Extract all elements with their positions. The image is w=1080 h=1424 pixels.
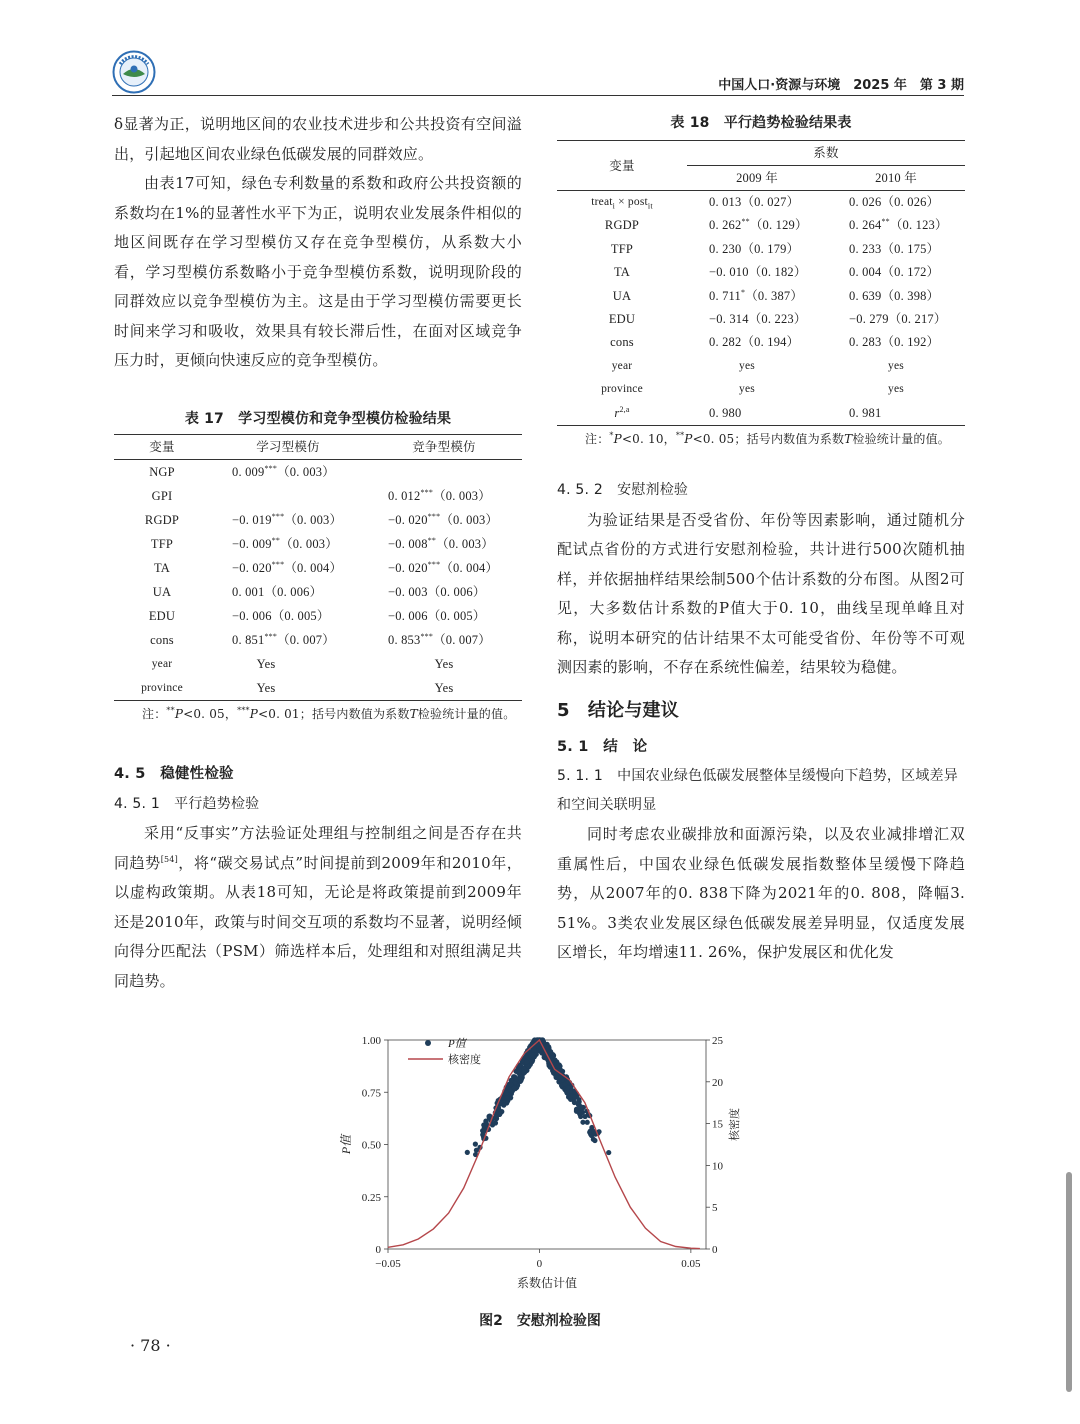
- y2-tick-label: 10: [712, 1160, 723, 1173]
- column-header: 2010 年: [875, 171, 917, 185]
- section-heading: 5 结论与建议: [557, 699, 679, 721]
- scatter-point: [493, 1120, 498, 1125]
- table-row: [114, 460, 522, 485]
- section-4-5-2: [557, 476, 965, 968]
- scatter-point: [530, 1052, 535, 1057]
- section-heading: 5. 1 结 论: [557, 738, 648, 755]
- scatter-point: [519, 1077, 524, 1082]
- table-cell-value: −0. 314（0. 223）: [709, 312, 807, 327]
- table-cell-variable: TA: [613, 265, 631, 280]
- subsection-heading: 4. 5. 1 平行趋势检验: [114, 795, 260, 812]
- table-row: [557, 378, 965, 401]
- scatter-point: [564, 1090, 569, 1095]
- y-tick-label: 0.25: [361, 1191, 381, 1204]
- table-cell-value: yes: [739, 359, 755, 372]
- legend-label-density: 核密度: [448, 1054, 481, 1066]
- table-18-block: [557, 112, 965, 448]
- left-column: [114, 110, 522, 376]
- table-cell-value: −0. 020***（0. 004）: [232, 559, 343, 575]
- density-line: [388, 1040, 700, 1249]
- table-cell-variable: province: [601, 383, 643, 396]
- y2-tick-label: 0: [712, 1244, 718, 1256]
- journal-logo: [112, 50, 156, 94]
- table-row: [114, 580, 522, 604]
- table-row: [557, 191, 965, 215]
- table-row: [114, 604, 522, 628]
- table-cell-value: Yes: [256, 657, 276, 671]
- table-cell-value: −0. 006（0. 005）: [232, 609, 330, 623]
- scatter-point: [512, 1086, 517, 1091]
- table-row: [557, 355, 965, 378]
- column-header: 2009 年: [736, 171, 778, 185]
- table-cell-value: 0. 233（0. 175）: [849, 241, 940, 256]
- table-cell-variable: NGP: [149, 465, 175, 479]
- table-cell-value: −0. 279（0. 217）: [849, 312, 947, 327]
- table-row: [557, 402, 965, 426]
- page-number: · 78 ·: [130, 1336, 171, 1355]
- scatter-point: [576, 1102, 581, 1107]
- table-cell-value: 0. 851***（0. 007）: [232, 631, 335, 647]
- y2-tick-label: 15: [712, 1118, 723, 1131]
- paragraph: 同时考虑农业碳排放和面源污染，以及农业减排增汇双重属性后，中国农业绿色低碳发展指数整体呈缓慢下降趋势，从2007年的0. 838下降为2021年的0. 808，降幅3. 51%。3类农业发展区绿色低碳发展差异明显，仅适度发展区增长，年均增速11. 26%，保护发展区和优化发: [557, 825, 965, 961]
- paragraph: 为验证结果是否受省份、年份等因素影响，通过随机分配试点省份的方式进行安慰剂检验，共计进行500次随机抽样，并依据抽样结果绘制500个估计系数的分布图。从图2可见，大多数估计系数的P值大于0. 10，曲线呈现单峰且对称，说明本研究的估计结果不太可能受省份、年份等不可观测因素的影响，不存在系统性偏差，结果较为稳健。: [557, 510, 965, 676]
- table-cell-value: 0. 013（0. 027）: [709, 195, 800, 209]
- table-cell-value: −0. 020***（0. 003）: [388, 511, 499, 527]
- table-cell-variable: cons: [150, 633, 174, 647]
- table-row: [557, 308, 965, 331]
- paragraph: 由表17可知，绿色专利数量的系数和政府公共投资额的系数均在1%的显著性水平下为正，说明农业发展条件相似的地区间既存在学习型模仿又存在竞争型模仿，从系数大小看，学习型模仿系数略小于竞争型模仿系数，说明现阶段的同群效应以竞争型模仿为主。这是由于学习型模仿需要更长时间来学习和吸收，效果具有较长滞后性，在面对区域竞争压力时，更倾向快速反应的竞争型模仿。: [114, 174, 522, 369]
- table-cell-variable: UA: [612, 288, 632, 303]
- scatter-point: [585, 1120, 590, 1125]
- table-cell-value: yes: [739, 383, 755, 396]
- table-18: [557, 140, 965, 426]
- scatter-point: [465, 1150, 470, 1155]
- table-cell-value: 0. 711*（0. 387）: [709, 287, 804, 303]
- paragraph: δ显著为正，说明地区间的农业技术进步和公共投资有空间溢出，引起地区间农业绿色低碳发展的同群效应。: [114, 115, 522, 163]
- table-17-block: [114, 408, 522, 723]
- column-header: 变量: [149, 440, 175, 454]
- y2-tick-label: 25: [712, 1035, 723, 1047]
- scatter-point: [532, 1047, 537, 1052]
- table-cell-value: −0. 009**（0. 003）: [232, 535, 338, 551]
- scatter-point: [606, 1150, 611, 1155]
- table-cell-variable: province: [141, 682, 183, 694]
- table-row: [114, 652, 522, 676]
- header-rule: [112, 95, 964, 96]
- scatter-point: [509, 1078, 514, 1083]
- table-cell-value: 0. 012***（0. 003）: [388, 487, 491, 503]
- table-cell-value: −0. 020***（0. 004）: [388, 559, 499, 575]
- journal-header: 中国人口·资源与环境 2025 年 第 3 期: [718, 78, 964, 93]
- y2-axis-label: 核密度: [729, 1108, 741, 1141]
- table-cell-variable: UA: [152, 585, 172, 599]
- table-cell-value: −0. 019***（0. 003）: [232, 511, 343, 527]
- table-cell-variable: GPI: [151, 489, 173, 503]
- table-row: [557, 214, 965, 237]
- legend-marker-pvalue: [425, 1040, 431, 1046]
- scatter-point: [521, 1070, 526, 1075]
- x-tick-label: −0.05: [375, 1258, 401, 1270]
- table-cell-value: 0. 639（0. 398）: [849, 288, 940, 303]
- table-cell-variable: year: [611, 359, 633, 372]
- table-row: [114, 676, 522, 701]
- table-cell-value: 0. 282（0. 194）: [709, 335, 800, 350]
- y-tick-label: 0: [375, 1244, 381, 1256]
- table-row: [557, 261, 965, 284]
- scatter-point: [473, 1142, 478, 1147]
- figure-caption: 图2 安慰剂检验图: [479, 1313, 601, 1329]
- table-cell-value: −0. 003（0. 006）: [388, 585, 486, 599]
- table-caption: 表 17 学习型模仿和竞争型模仿检验结果: [184, 411, 452, 427]
- table-cell-value: yes: [888, 383, 904, 396]
- subsection-heading: 4. 5. 2 安慰剂检验: [557, 482, 689, 498]
- y-tick-label: 0.50: [361, 1139, 381, 1152]
- table-cell-value: −0. 010（0. 182）: [709, 265, 807, 280]
- table-cell-value: Yes: [434, 657, 454, 671]
- scrollbar[interactable]: [1066, 1172, 1072, 1392]
- scatter-point: [582, 1114, 587, 1119]
- section-heading: 4. 5 稳健性检验: [114, 766, 234, 782]
- scatter-point: [504, 1096, 509, 1101]
- table-note: 注：*P<0. 10，**P<0. 05；括号内数值为系数T检验统计量的值。: [585, 431, 950, 447]
- table-cell-value: 0. 004（0. 172）: [849, 265, 940, 280]
- plot-frame: [388, 1040, 706, 1249]
- y-tick-label: 1.00: [361, 1035, 381, 1047]
- table-cell-value: −0. 008**（0. 003）: [388, 535, 494, 551]
- table-cell-variable: EDU: [148, 609, 176, 623]
- table-cell-value: 0. 230（0. 179）: [709, 241, 800, 256]
- table-cell-value: 0. 264**（0. 123）: [849, 217, 948, 233]
- table-cell-value: [210, 484, 366, 508]
- column-header: 变量: [609, 158, 635, 173]
- table-cell-value: 0. 009***（0. 003）: [232, 463, 335, 479]
- table-17: [114, 434, 522, 701]
- column-header: 学习型模仿: [256, 440, 320, 454]
- legend-label-pvalue: P值: [448, 1038, 466, 1050]
- table-row: [114, 556, 522, 580]
- table-cell-value: yes: [888, 359, 904, 372]
- column-header: 竞争型模仿: [412, 440, 476, 454]
- table-cell-value: 0. 283（0. 192）: [849, 335, 940, 350]
- table-cell-value: 0. 001（0. 006）: [232, 585, 323, 599]
- scatter-point: [524, 1060, 529, 1065]
- y-axis-label: P值: [339, 1134, 353, 1155]
- subsection-heading: 5. 1. 1 中国农业绿色低碳发展整体呈缓慢向下趋势，区域差异和空间关联明显: [557, 768, 958, 813]
- table-row: [557, 331, 965, 354]
- x-tick-label: 0: [536, 1258, 543, 1270]
- table-cell-variable: EDU: [608, 312, 636, 327]
- table-cell-variable: TA: [153, 561, 171, 575]
- table-cell-value: −0. 006（0. 005）: [388, 609, 486, 623]
- x-tick-label: 0.05: [681, 1258, 701, 1270]
- table-row: [557, 238, 965, 261]
- y-tick-label: 0.75: [361, 1087, 381, 1100]
- table-row: [114, 508, 522, 532]
- table-cell-value: 0. 853***（0. 007）: [388, 631, 491, 647]
- x-axis-label: 系数估计值: [516, 1276, 578, 1290]
- y2-tick-label: 5: [712, 1202, 718, 1215]
- table-header-row: [557, 141, 965, 166]
- table-cell-variable: treat$_i$ × post$_{it}$: [591, 196, 653, 211]
- section-4-5: [114, 760, 522, 996]
- scatter-point: [548, 1049, 553, 1054]
- y2-tick-label: 20: [712, 1076, 723, 1089]
- table-cell-value: Yes: [434, 681, 454, 695]
- table-note: 注：**P<0. 05，***P<0. 01；括号内数值为系数T检验统计量的值。: [142, 706, 516, 721]
- table-cell-value: [366, 460, 522, 485]
- table-cell-variable: TFP: [150, 537, 174, 551]
- table-row: [114, 484, 522, 508]
- table-cell-variable: cons: [610, 335, 634, 350]
- table-row: [557, 285, 965, 308]
- scatter-point: [504, 1090, 509, 1095]
- table-header-row: [114, 435, 522, 460]
- scatter-point: [516, 1070, 521, 1075]
- table-row: [114, 628, 522, 652]
- table-caption: 表 18 平行趋势检验结果表: [670, 115, 852, 131]
- table-cell-value: 0. 262**（0. 129）: [709, 217, 808, 233]
- paragraph: 采用“反事实”方法验证处理组与控制组之间是否存在共同趋势[54]，将“碳交易试点”时间提前到2009年和2010年，以虚构政策期。从表18可知，无论是将政策提前到2009年还是2010年，政策与时间交互项的系数均不显著，说明经倾向得分匹配法（PSM）筛选样本后，处理组和对照组满足共同趋势。: [114, 824, 522, 990]
- table-cell-value: Yes: [256, 681, 276, 695]
- table-row: [114, 532, 522, 556]
- table-cell-value: 0. 980: [709, 405, 742, 420]
- table-cell-variable: $r^{2,a}$: [614, 404, 630, 420]
- placebo-test-chart: [330, 1025, 760, 1305]
- table-cell-variable: RGDP: [144, 513, 180, 527]
- scatter-point: [578, 1110, 583, 1115]
- table-cell-variable: year: [151, 658, 173, 670]
- scatter-point: [592, 1138, 597, 1143]
- table-cell-variable: RGDP: [604, 218, 640, 233]
- scatter-series: [465, 1037, 612, 1157]
- table-cell-value: 0. 981: [849, 405, 882, 420]
- table-cell-value: 0. 026（0. 026）: [849, 195, 940, 209]
- column-header: 系数: [687, 141, 965, 166]
- table-cell-variable: TFP: [610, 241, 634, 256]
- scatter-point: [514, 1076, 519, 1081]
